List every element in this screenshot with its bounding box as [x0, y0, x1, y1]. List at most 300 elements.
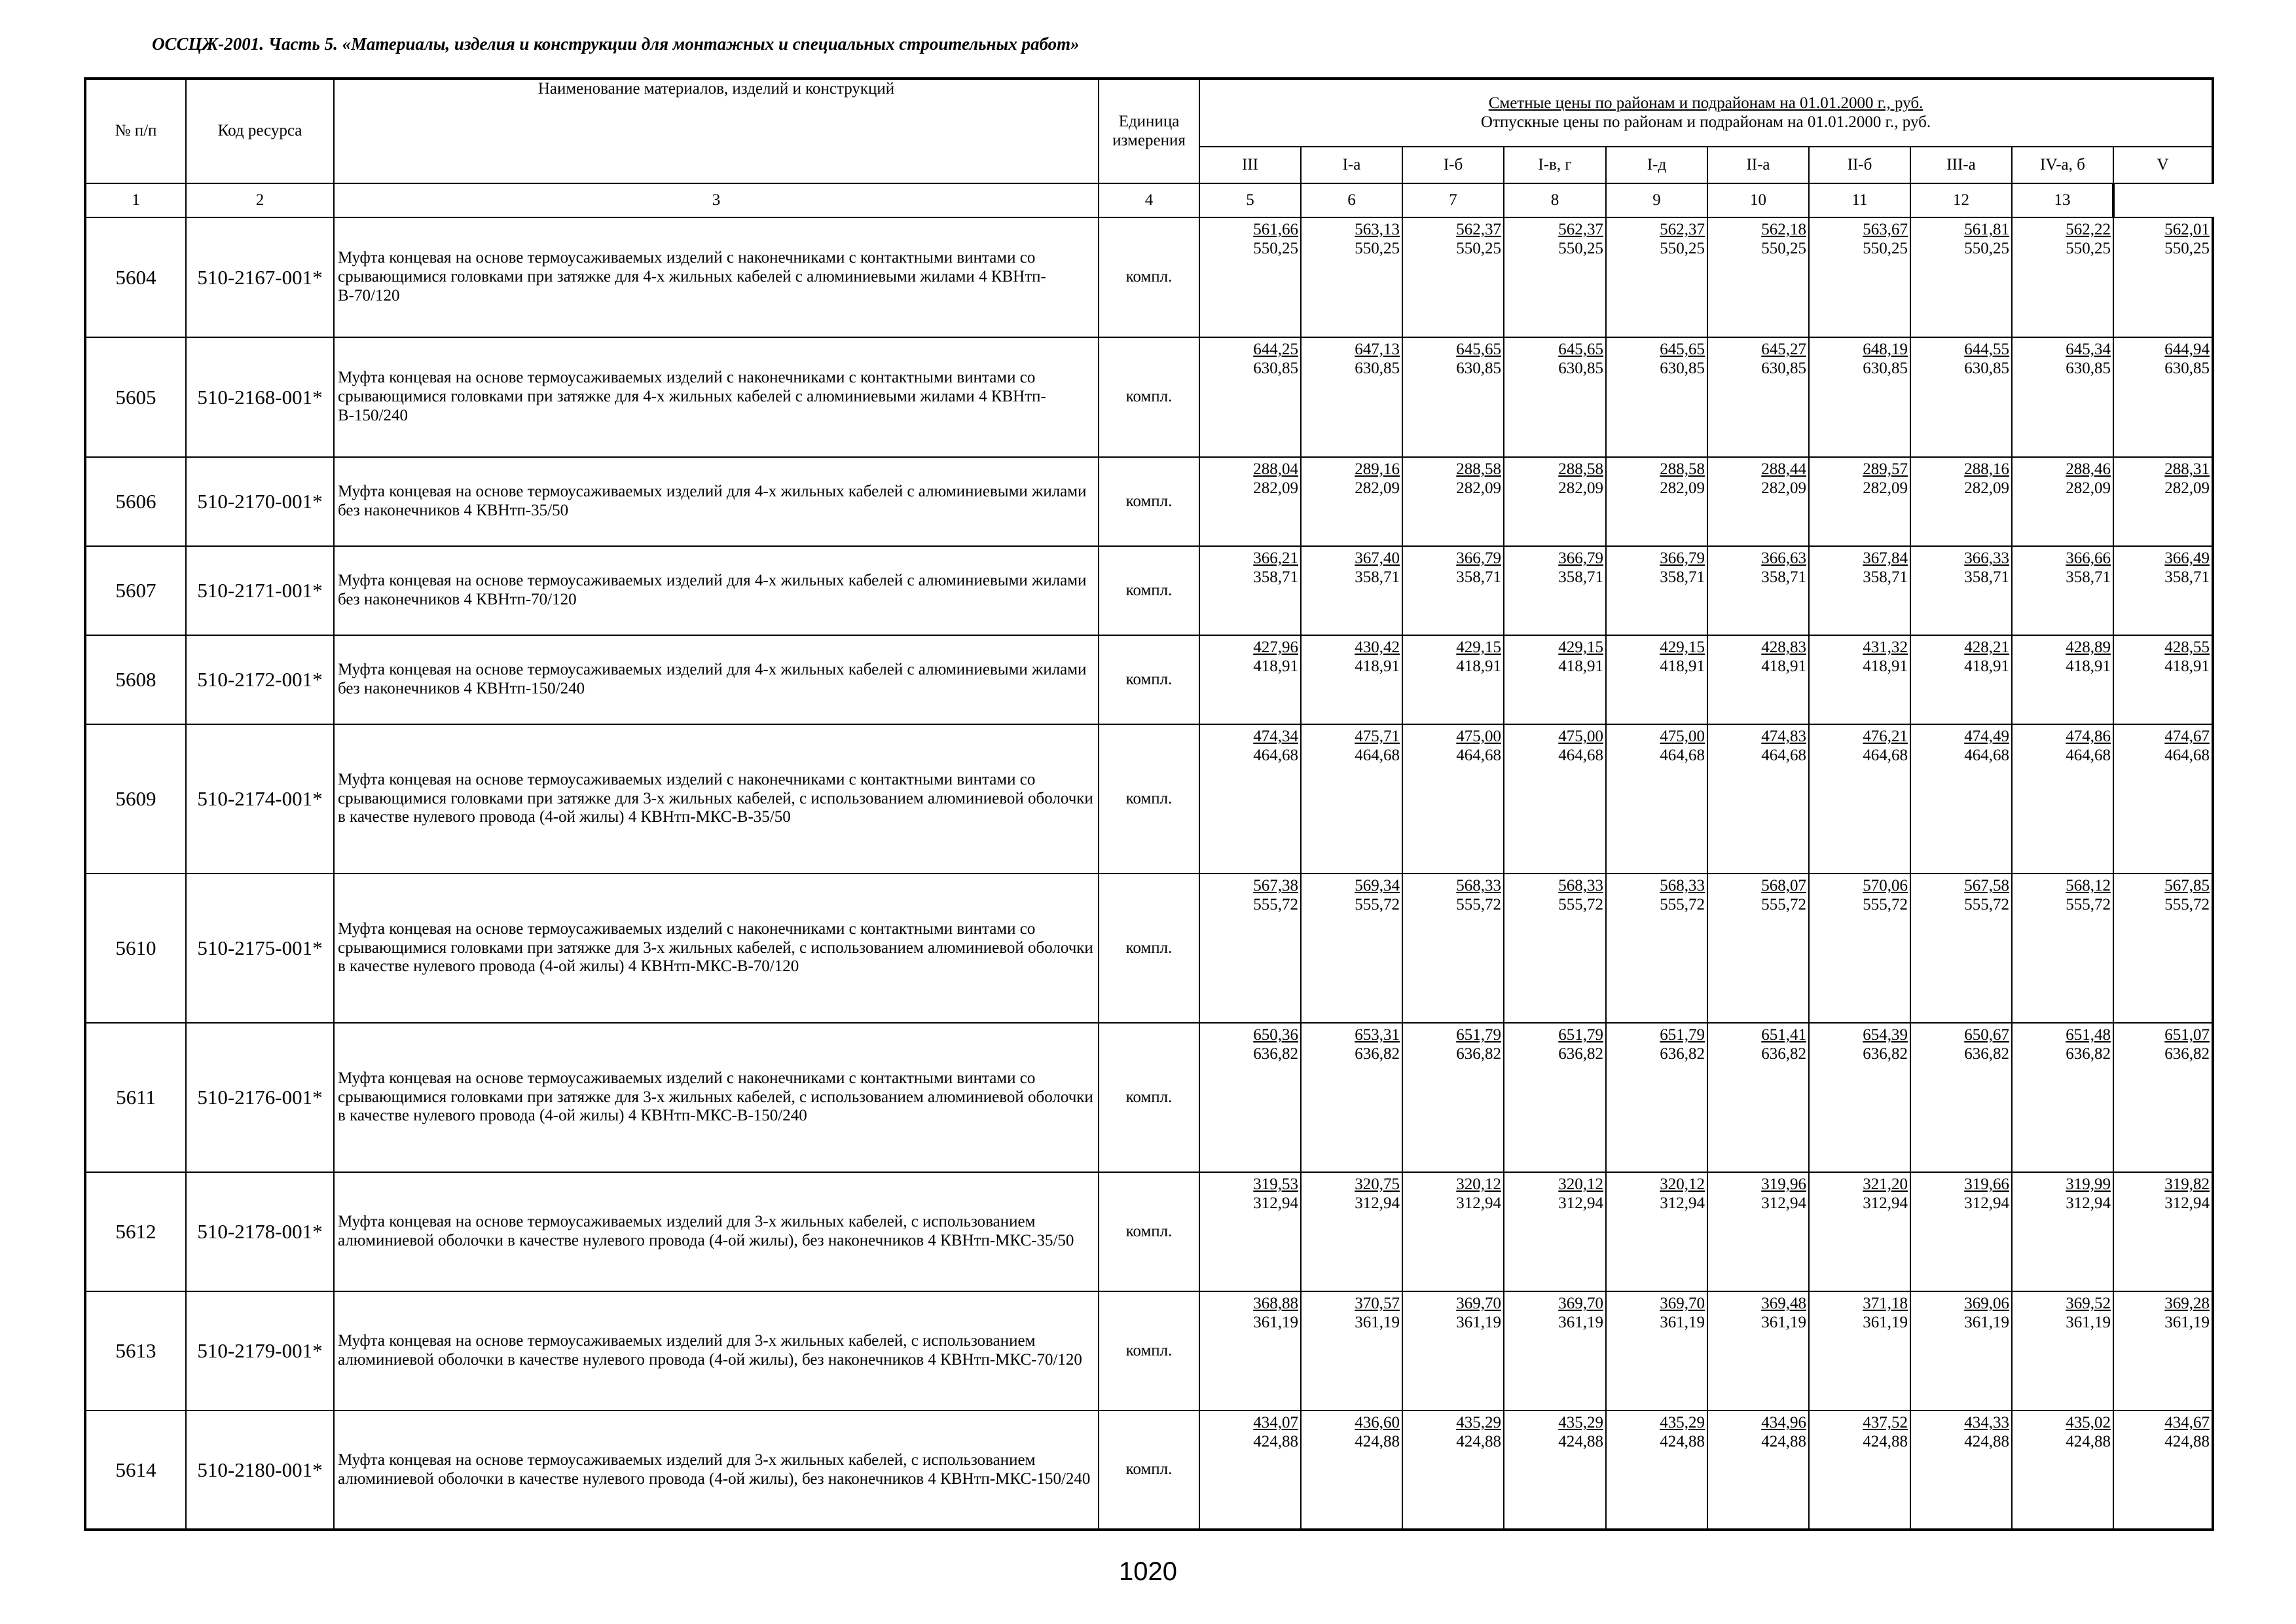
price-cell	[1504, 1291, 1606, 1411]
price-cell	[1301, 1172, 1402, 1291]
release-price: 630,85	[1761, 359, 1806, 377]
price-cell	[1402, 337, 1504, 457]
price-cell	[1606, 546, 1707, 635]
release-price: 630,85	[1355, 359, 1400, 377]
estimate-price: 320,12	[1660, 1175, 1705, 1193]
price-cell	[1910, 724, 2012, 874]
release-price: 555,72	[1253, 895, 1298, 913]
resource-code: 510-2179-001*	[186, 1291, 334, 1411]
estimate-price: 434,67	[2164, 1414, 2210, 1431]
estimate-price: 645,27	[1761, 341, 1806, 358]
estimate-price: 475,71	[1355, 728, 1400, 745]
estimate-price: 567,85	[2164, 877, 2210, 895]
estimate-price: 435,29	[1660, 1414, 1705, 1431]
resource-code: 510-2178-001*	[186, 1172, 334, 1291]
resource-code: 510-2168-001*	[186, 337, 334, 457]
price-cell	[1402, 1411, 1504, 1530]
header-region: I-в, г	[1504, 147, 1606, 183]
price-cell	[2113, 1411, 2213, 1530]
price-cell	[1809, 457, 1910, 546]
release-price: 282,09	[1456, 479, 1501, 497]
estimate-price: 437,52	[1863, 1414, 1908, 1431]
price-cell	[1910, 874, 2012, 1023]
release-price: 418,91	[1456, 657, 1501, 675]
price-cell	[1301, 1023, 1402, 1172]
estimate-price: 289,57	[1863, 460, 1908, 478]
estimate-price: 369,70	[1660, 1295, 1705, 1312]
estimate-price: 319,82	[2164, 1175, 2210, 1193]
release-price: 282,09	[1253, 479, 1298, 497]
estimate-price: 435,29	[1558, 1414, 1603, 1431]
estimate-price: 561,81	[1964, 221, 2009, 238]
estimate-price: 370,57	[1355, 1295, 1400, 1312]
running-header: ОССЦЖ-2001. Часть 5. «Материалы, изделия и конструкции для монтажных и специальных строительных работ»	[152, 34, 1080, 54]
price-cell	[2012, 217, 2113, 337]
price-cell	[1809, 1291, 1910, 1411]
resource-name: Муфта концевая на основе термоусаживаемых изделий с наконечниками с контактными винтами со срывающимися головками при затяжке для 4-х жильных кабелей с алюминиевыми жилами 4 КВНтп-В-70/120	[334, 217, 1099, 337]
unit-cell: компл.	[1099, 635, 1199, 724]
resource-code: 510-2175-001*	[186, 874, 334, 1023]
estimate-price: 650,67	[1964, 1026, 2009, 1044]
release-price: 312,94	[1253, 1194, 1298, 1212]
release-price: 312,94	[1863, 1194, 1908, 1212]
price-cell	[1402, 1172, 1504, 1291]
price-cell	[2113, 337, 2213, 457]
release-price: 418,91	[1761, 657, 1806, 675]
estimate-price: 320,75	[1355, 1175, 1400, 1193]
price-cell	[2113, 724, 2213, 874]
release-price: 555,72	[1761, 895, 1806, 913]
price-cell	[1606, 217, 1707, 337]
release-price: 550,25	[1456, 239, 1501, 257]
price-cell	[1301, 546, 1402, 635]
release-price: 636,82	[1660, 1044, 1705, 1063]
header-estimate-prices: Сметные цены по районам и подрайонам на 01.01.2000 г., руб.	[1488, 94, 1923, 112]
estimate-price: 647,13	[1355, 341, 1400, 358]
release-price: 361,19	[2164, 1313, 2210, 1331]
price-cell	[1809, 546, 1910, 635]
price-cell	[1809, 1411, 1910, 1530]
estimate-price: 288,31	[2164, 460, 2210, 478]
price-cell	[1910, 1023, 2012, 1172]
estimate-price: 321,20	[1863, 1175, 1908, 1193]
price-cell	[1809, 1172, 1910, 1291]
price-cell	[1707, 1291, 1809, 1411]
table-row	[85, 1291, 2213, 1411]
release-price: 282,09	[2066, 479, 2111, 497]
page-number: 1020	[1119, 1557, 1177, 1586]
estimate-price: 563,67	[1863, 221, 1908, 238]
column-number: 6	[1301, 183, 1402, 217]
price-cell	[2012, 1172, 2113, 1291]
release-price: 630,85	[2164, 359, 2210, 377]
release-price: 636,82	[2066, 1044, 2111, 1063]
table-row	[85, 724, 2213, 874]
header-region: IV-а, б	[2012, 147, 2113, 183]
price-cell	[1199, 546, 1301, 635]
price-cell	[1606, 1411, 1707, 1530]
estimate-price: 371,18	[1863, 1295, 1908, 1312]
header-unit: Единица измерения	[1099, 79, 1199, 183]
release-price: 636,82	[1863, 1044, 1908, 1063]
resource-name: Муфта концевая на основе термоусаживаемых изделий с наконечниками с контактными винтами со срывающимися головками при затяжке для 3-х жильных кабелей, с использованием алюминиевой оболочки в качестве нулевого провода (4-ой жилы) 4 КВНтп-МКС-В-70/120	[334, 874, 1099, 1023]
price-cell	[1301, 724, 1402, 874]
estimate-price: 653,31	[1355, 1026, 1400, 1044]
release-price: 361,19	[1660, 1313, 1705, 1331]
release-price: 555,72	[1863, 895, 1908, 913]
price-cell	[1606, 457, 1707, 546]
estimate-price: 650,36	[1253, 1026, 1298, 1044]
estimate-price: 651,41	[1761, 1026, 1806, 1044]
unit-cell: компл.	[1099, 1172, 1199, 1291]
price-cell	[1402, 874, 1504, 1023]
table-row	[85, 1023, 2213, 1172]
release-price: 550,25	[1863, 239, 1908, 257]
price-cell	[1910, 1411, 2012, 1530]
unit-cell: компл.	[1099, 337, 1199, 457]
header-region: III	[1199, 147, 1301, 183]
estimate-price: 288,58	[1456, 460, 1501, 478]
price-cell	[1910, 1291, 2012, 1411]
release-price: 555,72	[2164, 895, 2210, 913]
table-row	[85, 635, 2213, 724]
release-price: 464,68	[1253, 746, 1298, 764]
row-number: 5607	[85, 546, 186, 635]
estimate-price: 654,39	[1863, 1026, 1908, 1044]
unit-cell: компл.	[1099, 1291, 1199, 1411]
price-cell	[2113, 874, 2213, 1023]
estimate-price: 429,15	[1660, 638, 1705, 656]
release-price: 636,82	[1456, 1044, 1501, 1063]
column-number: 5	[1199, 183, 1301, 217]
release-price: 464,68	[2164, 746, 2210, 764]
table-row	[85, 457, 2213, 546]
row-number: 5611	[85, 1023, 186, 1172]
estimate-price: 429,15	[1456, 638, 1501, 656]
estimate-price: 567,58	[1964, 877, 2009, 895]
column-number: 13	[2012, 183, 2113, 217]
column-number: 7	[1402, 183, 1504, 217]
table-row	[85, 1411, 2213, 1530]
release-price: 358,71	[1558, 568, 1603, 586]
estimate-price: 645,65	[1660, 341, 1705, 358]
estimate-price: 369,70	[1558, 1295, 1603, 1312]
price-cell	[2113, 1172, 2213, 1291]
release-price: 358,71	[1863, 568, 1908, 586]
release-price: 636,82	[1761, 1044, 1806, 1063]
unit-cell: компл.	[1099, 1411, 1199, 1530]
price-cell	[1301, 457, 1402, 546]
header-region: I-б	[1402, 147, 1504, 183]
price-cell	[1504, 337, 1606, 457]
price-table	[84, 77, 2214, 1531]
column-number: 12	[1910, 183, 2012, 217]
release-price: 424,88	[1761, 1432, 1806, 1450]
release-price: 282,09	[1964, 479, 2009, 497]
resource-code: 510-2172-001*	[186, 635, 334, 724]
price-cell	[1809, 1023, 1910, 1172]
header-np: № п/п	[85, 79, 186, 183]
release-price: 361,19	[1964, 1313, 2009, 1331]
price-cell	[1199, 874, 1301, 1023]
estimate-price: 644,25	[1253, 341, 1298, 358]
resource-code: 510-2180-001*	[186, 1411, 334, 1530]
price-cell	[1606, 635, 1707, 724]
price-cell	[1504, 874, 1606, 1023]
release-price: 361,19	[2066, 1313, 2111, 1331]
estimate-price: 366,79	[1558, 549, 1603, 567]
table-row	[85, 337, 2213, 457]
release-price: 361,19	[1355, 1313, 1400, 1331]
estimate-price: 367,84	[1863, 549, 1908, 567]
price-cell	[1910, 217, 2012, 337]
release-price: 550,25	[2164, 239, 2210, 257]
price-cell	[1707, 874, 1809, 1023]
estimate-price: 366,49	[2164, 549, 2210, 567]
price-cell	[1402, 1291, 1504, 1411]
estimate-price: 429,15	[1558, 638, 1603, 656]
release-price: 630,85	[2066, 359, 2111, 377]
estimate-price: 319,66	[1964, 1175, 2009, 1193]
release-price: 630,85	[1253, 359, 1298, 377]
price-cell	[2012, 635, 2113, 724]
estimate-price: 434,07	[1253, 1414, 1298, 1431]
header-prices	[1199, 79, 2213, 147]
price-cell	[1504, 1411, 1606, 1530]
estimate-price: 428,83	[1761, 638, 1806, 656]
estimate-price: 320,12	[1558, 1175, 1603, 1193]
price-cell	[2012, 1291, 2113, 1411]
release-price: 630,85	[1660, 359, 1705, 377]
estimate-price: 366,79	[1660, 549, 1705, 567]
release-price: 361,19	[1253, 1313, 1298, 1331]
release-price: 424,88	[1964, 1432, 2009, 1450]
release-price: 282,09	[1355, 479, 1400, 497]
resource-name: Муфта концевая на основе термоусаживаемых изделий для 3-х жильных кабелей, с использованием алюминиевой оболочки в качестве нулевого провода (4-ой жилы), без наконечников 4 КВНтп-МКС-150/240	[334, 1411, 1099, 1530]
release-price: 555,72	[1660, 895, 1705, 913]
estimate-price: 288,44	[1761, 460, 1806, 478]
release-price: 550,25	[1253, 239, 1298, 257]
estimate-price: 428,55	[2164, 638, 2210, 656]
release-price: 550,25	[1964, 239, 2009, 257]
price-cell	[1504, 724, 1606, 874]
price-cell	[1504, 546, 1606, 635]
row-number: 5614	[85, 1411, 186, 1530]
estimate-price: 435,29	[1456, 1414, 1501, 1431]
price-cell	[2113, 217, 2213, 337]
estimate-price: 474,83	[1761, 728, 1806, 745]
price-cell	[1606, 724, 1707, 874]
estimate-price: 474,49	[1964, 728, 2009, 745]
release-price: 358,71	[1253, 568, 1298, 586]
price-cell	[1707, 1411, 1809, 1530]
row-number: 5613	[85, 1291, 186, 1411]
price-cell	[1199, 724, 1301, 874]
release-price: 424,88	[1660, 1432, 1705, 1450]
price-cell	[1910, 1172, 2012, 1291]
price-cell	[1199, 1291, 1301, 1411]
resource-name: Муфта концевая на основе термоусаживаемых изделий с наконечниками с контактными винтами со срывающимися головками при затяжке для 4-х жильных кабелей с алюминиевыми жилами 4 КВНтп-В-150/240	[334, 337, 1099, 457]
estimate-price: 476,21	[1863, 728, 1908, 745]
row-number: 5606	[85, 457, 186, 546]
header-region: II-б	[1809, 147, 1910, 183]
price-cell	[1199, 1023, 1301, 1172]
estimate-price: 561,66	[1253, 221, 1298, 238]
price-cell	[1402, 635, 1504, 724]
release-price: 312,94	[1355, 1194, 1400, 1212]
price-cell	[2012, 874, 2113, 1023]
resource-code: 510-2170-001*	[186, 457, 334, 546]
estimate-price: 651,79	[1660, 1026, 1705, 1044]
estimate-price: 319,53	[1253, 1175, 1298, 1193]
price-cell	[1809, 217, 1910, 337]
release-price: 361,19	[1863, 1313, 1908, 1331]
price-cell	[1504, 217, 1606, 337]
estimate-price: 288,46	[2066, 460, 2111, 478]
estimate-price: 562,37	[1456, 221, 1501, 238]
estimate-price: 474,67	[2164, 728, 2210, 745]
estimate-price: 367,40	[1355, 549, 1400, 567]
unit-cell: компл.	[1099, 1023, 1199, 1172]
price-cell	[2012, 457, 2113, 546]
estimate-price: 651,79	[1456, 1026, 1501, 1044]
price-cell	[1301, 874, 1402, 1023]
resource-code: 510-2167-001*	[186, 217, 334, 337]
estimate-price: 366,79	[1456, 549, 1501, 567]
estimate-price: 651,79	[1558, 1026, 1603, 1044]
estimate-price: 562,37	[1558, 221, 1603, 238]
table-row	[85, 1172, 2213, 1291]
release-price: 358,71	[2066, 568, 2111, 586]
release-price: 424,88	[1355, 1432, 1400, 1450]
price-cell	[1707, 1172, 1809, 1291]
price-cell	[2012, 724, 2113, 874]
price-cell	[1301, 217, 1402, 337]
estimate-price: 288,04	[1253, 460, 1298, 478]
estimate-price: 288,58	[1660, 460, 1705, 478]
release-price: 555,72	[1355, 895, 1400, 913]
release-price: 636,82	[1253, 1044, 1298, 1063]
estimate-price: 368,88	[1253, 1295, 1298, 1312]
price-cell	[1910, 457, 2012, 546]
price-cell	[1910, 635, 2012, 724]
column-number: 11	[1809, 183, 1910, 217]
resource-code: 510-2176-001*	[186, 1023, 334, 1172]
release-price: 418,91	[1558, 657, 1603, 675]
price-cell	[1707, 337, 1809, 457]
price-cell	[1199, 635, 1301, 724]
estimate-price: 434,96	[1761, 1414, 1806, 1431]
header-region: I-д	[1606, 147, 1707, 183]
release-price: 358,71	[1964, 568, 2009, 586]
release-price: 464,68	[1964, 746, 2009, 764]
estimate-price: 562,18	[1761, 221, 1806, 238]
price-cell	[2012, 546, 2113, 635]
estimate-price: 369,70	[1456, 1295, 1501, 1312]
release-price: 464,68	[1558, 746, 1603, 764]
resource-name: Муфта концевая на основе термоусаживаемых изделий для 4-х жильных кабелей с алюминиевыми жилами без наконечников 4 КВНтп-70/120	[334, 546, 1099, 635]
release-price: 424,88	[1253, 1432, 1298, 1450]
estimate-price: 431,32	[1863, 638, 1908, 656]
price-cell	[1707, 635, 1809, 724]
estimate-price: 648,19	[1863, 341, 1908, 358]
release-price: 464,68	[2066, 746, 2111, 764]
release-price: 418,91	[1863, 657, 1908, 675]
estimate-price: 475,00	[1456, 728, 1501, 745]
price-cell	[1402, 546, 1504, 635]
estimate-price: 366,66	[2066, 549, 2111, 567]
release-price: 555,72	[1964, 895, 2009, 913]
release-price: 424,88	[1863, 1432, 1908, 1450]
release-price: 550,25	[1558, 239, 1603, 257]
release-price: 555,72	[1456, 895, 1501, 913]
estimate-price: 475,00	[1558, 728, 1603, 745]
price-cell	[1402, 217, 1504, 337]
row-number: 5608	[85, 635, 186, 724]
header-region: I-а	[1301, 147, 1402, 183]
price-cell	[1402, 457, 1504, 546]
release-price: 282,09	[1863, 479, 1908, 497]
price-cell	[1199, 1411, 1301, 1530]
price-cell	[1606, 1172, 1707, 1291]
release-price: 282,09	[2164, 479, 2210, 497]
release-price: 424,88	[1558, 1432, 1603, 1450]
row-number: 5605	[85, 337, 186, 457]
release-price: 550,25	[2066, 239, 2111, 257]
price-cell	[1504, 635, 1606, 724]
estimate-price: 568,12	[2066, 877, 2111, 895]
release-price: 418,91	[1964, 657, 2009, 675]
header-region: III-а	[1910, 147, 2012, 183]
price-cell	[2113, 1291, 2213, 1411]
price-cell	[1199, 457, 1301, 546]
estimate-price: 475,00	[1660, 728, 1705, 745]
estimate-price: 428,21	[1964, 638, 2009, 656]
resource-name: Муфта концевая на основе термоусаживаемых изделий для 4-х жильных кабелей с алюминиевыми жилами без наконечников 4 КВНтп-150/240	[334, 635, 1099, 724]
estimate-price: 319,99	[2066, 1175, 2111, 1193]
estimate-price: 567,38	[1253, 877, 1298, 895]
price-cell	[1199, 217, 1301, 337]
estimate-price: 651,07	[2164, 1026, 2210, 1044]
release-price: 464,68	[1761, 746, 1806, 764]
release-price: 555,72	[2066, 895, 2111, 913]
release-price: 312,94	[1761, 1194, 1806, 1212]
price-cell	[1402, 1023, 1504, 1172]
estimate-price: 288,58	[1558, 460, 1603, 478]
estimate-price: 369,48	[1761, 1295, 1806, 1312]
estimate-price: 569,34	[1355, 877, 1400, 895]
release-price: 424,88	[2164, 1432, 2210, 1450]
release-price: 361,19	[1558, 1313, 1603, 1331]
price-cell	[1910, 337, 2012, 457]
column-number: 10	[1707, 183, 1809, 217]
release-price: 464,68	[1660, 746, 1705, 764]
estimate-price: 562,22	[2066, 221, 2111, 238]
unit-cell: компл.	[1099, 874, 1199, 1023]
estimate-price: 369,52	[2066, 1295, 2111, 1312]
price-cell	[1504, 1023, 1606, 1172]
release-price: 358,71	[1761, 568, 1806, 586]
release-price: 418,91	[2066, 657, 2111, 675]
release-price: 361,19	[1456, 1313, 1501, 1331]
price-cell	[1707, 457, 1809, 546]
unit-cell: компл.	[1099, 457, 1199, 546]
estimate-price: 568,07	[1761, 877, 1806, 895]
resource-code: 510-2174-001*	[186, 724, 334, 874]
price-cell	[1301, 337, 1402, 457]
unit-cell: компл.	[1099, 724, 1199, 874]
estimate-price: 366,33	[1964, 549, 2009, 567]
